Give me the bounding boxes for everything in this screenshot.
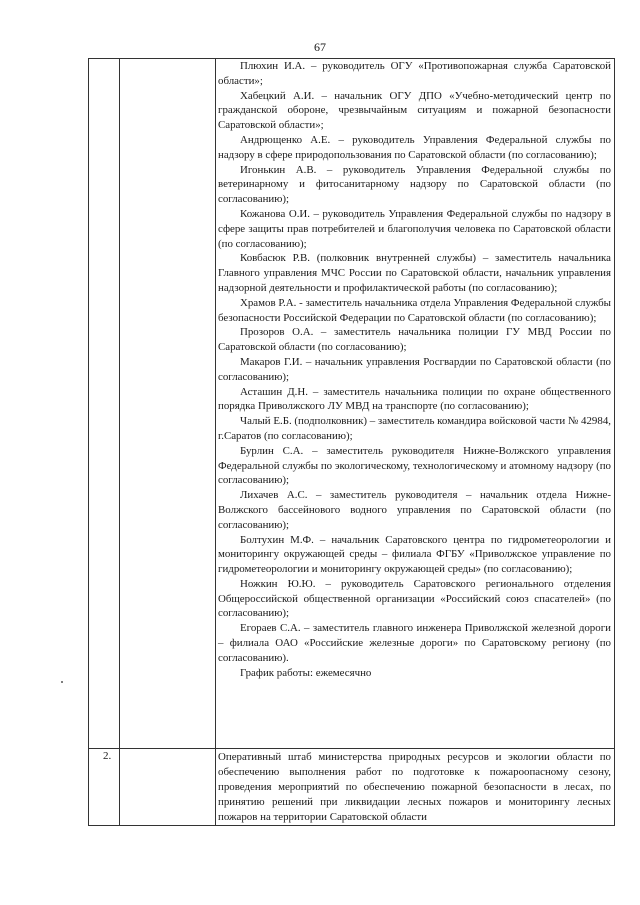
list-item: Ковбасюк Р.В. (полковник внутренней службы) – заместитель начальника Главного управления МЧС России по Саратовской области, начальник управления надзорной деятельности и профилактической работы (по согласованию); <box>218 252 611 294</box>
document-table <box>88 58 615 826</box>
schedule-line: График работы: ежемесячно <box>240 666 372 679</box>
margin-mark <box>61 681 63 683</box>
list-item: Егораев С.А. – заместитель главного инженера Приволжской железной дороги – филиала ОАО «Российские железные дороги» по Саратовскому региону (по согласованию). <box>218 622 611 664</box>
list-item: Асташин Д.Н. – заместитель начальника полиции по охране общественного порядка Приволжского ЛУ МВД на транспорте (по согласованию); <box>218 385 611 413</box>
table-row <box>89 749 615 826</box>
list-item: Андрющенко А.Е. – руководитель Управления Федеральной службы по надзору в сфере природопользования по Саратовской области (по согласованию); <box>218 133 611 161</box>
table-row <box>89 59 615 749</box>
list-item: Ножкин Ю.Ю. – руководитель Саратовского регионального отделения Общероссийской общественной организации «Российский союз спасателей» (по согласованию); <box>218 577 611 620</box>
row-number-cell: 2. <box>89 749 120 826</box>
list-item: Прозоров О.А. – заместитель начальника полиции ГУ МВД России по Саратовской области (по согласованию); <box>218 326 611 354</box>
list-item: Макаров Г.И. – начальник управления Росгвардии по Саратовской области (по согласованию); <box>218 355 611 383</box>
list-item: Кожанова О.И. – руководитель Управления Федеральной службы по надзору в сфере защиты прав потребителей и благополучия человека по Саратовской области (по согласованию); <box>218 207 611 250</box>
staff-description: Оперативный штаб министерства природных ресурсов и экологии области по обеспечению выполнения работ по подготовке к пожароопасному сезону, проведения мероприятий по обеспечению пожарной безопасности в лесах, по принятию решений при ликвидации лесных пожаров и мониторингу лесных пожаров на территории Саратовской области <box>218 751 611 823</box>
members-list-cell <box>216 59 615 749</box>
list-item: Бурлин С.А. – заместитель руководителя Нижне-Волжского управления Федеральной службы по экологическому, технологическому и атомному надзору (по согласованию); <box>218 444 611 487</box>
list-item: Игонькин А.В. – руководитель Управления Федеральной службы по ветеринарному и фитосанитарному надзору по Саратовской области (по согласованию); <box>218 163 611 206</box>
list-item: Хабецкий А.И. – начальник ОГУ ДПО «Учебно-методический центр по гражданской обороне, чрезвычайным ситуациям и пожарной безопасности Саратовской области»; <box>218 89 611 132</box>
empty-cell <box>120 749 216 826</box>
staff-description-cell <box>216 749 615 826</box>
list-item: Чалый Е.Б. (подполковник) – заместитель командира войсковой части № 42984, г.Саратов (по согласованию); <box>218 415 611 442</box>
list-item: Лихачев А.С. – заместитель руководителя – начальник отдела Нижне-Волжского бассейнового водного управления по Саратовской области (по согласованию); <box>218 489 611 531</box>
list-item: Болтухин М.Ф. – начальник Саратовского центра по гидрометеорологии и мониторингу окружающей среды – филиала ФГБУ «Приволжское управление по гидрометеорологии и мониторингу окружающей среды» (по согласованию); <box>218 533 611 576</box>
page-number: 67 <box>314 40 326 54</box>
empty-cell <box>120 59 216 749</box>
list-item: Храмов Р.А. - заместитель начальника отдела Управления Федеральной службы безопасности Российской Федерации по Саратовской области (по согласованию); <box>218 296 611 324</box>
list-item: Плюхин И.А. – руководитель ОГУ «Противопожарная служба Саратовской области»; <box>218 60 611 87</box>
row-number-cell <box>89 59 120 749</box>
